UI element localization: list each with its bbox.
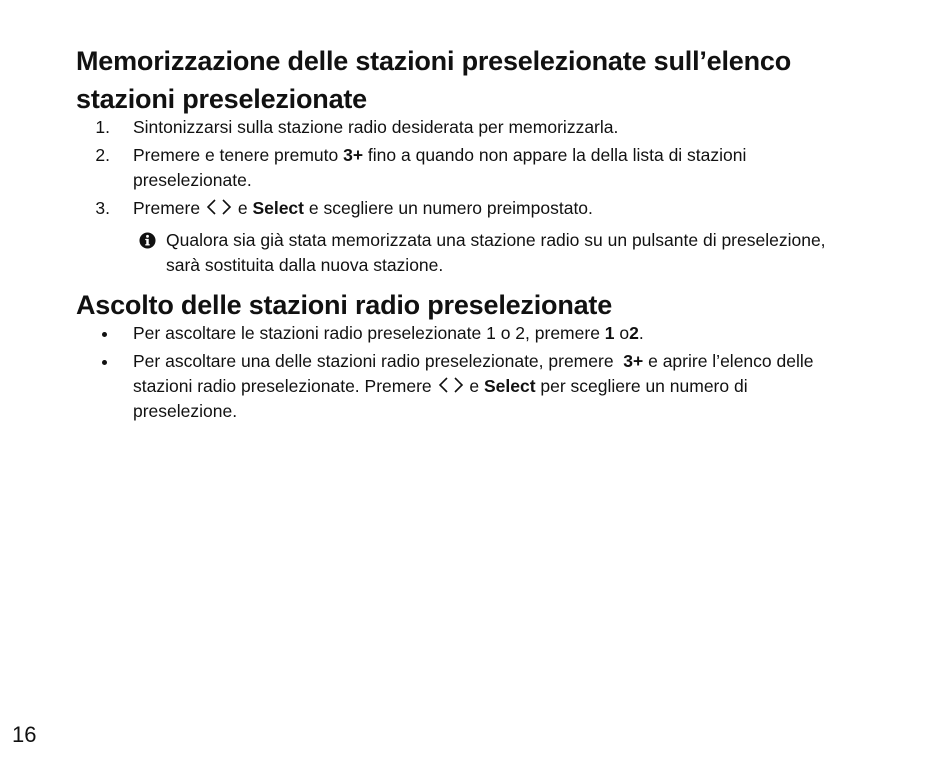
key-1-label: 1	[604, 323, 615, 343]
key-2-label: 2	[629, 323, 639, 343]
step-text	[133, 196, 843, 221]
bullet-text	[133, 321, 843, 346]
left-right-chevrons-icon	[438, 376, 464, 394]
text-segment: Per ascoltare le stazioni radio preselezionate 1 o 2, premere	[133, 323, 605, 343]
text-segment: e	[464, 376, 484, 396]
step-text: Sintonizzarsi sulla stazione radio desiderata per memorizzarla.	[133, 117, 619, 137]
step-text	[133, 143, 843, 193]
bullet-dot	[102, 332, 107, 337]
key-3plus-label: 3+	[623, 351, 644, 371]
section-title-listen-presets: Ascolto delle stazioni radio preselezionate	[76, 290, 613, 320]
text-segment: e scegliere un numero preimpostato.	[304, 198, 593, 218]
page-number: 16	[12, 722, 37, 747]
key-select-label: Select	[483, 376, 536, 396]
text-segment: Premere e tenere premuto	[133, 145, 344, 165]
step-number: 2.	[95, 145, 110, 165]
info-icon	[139, 232, 156, 249]
key-3plus-label: 3+	[343, 145, 364, 165]
section-title-memorize-presets: Memorizzazione delle stazioni preselezionate sull’elenco stazioni preselezionate	[76, 46, 792, 114]
step-number: 3.	[95, 198, 110, 218]
text-segment: fino a quando non appare la della lista di stazioni preselezionate.	[133, 145, 747, 190]
text-segment: o	[614, 323, 630, 343]
step-number: 1.	[95, 117, 110, 137]
bullet-text	[133, 349, 843, 424]
text-segment: e aprire l’elenco delle stazioni radio preselezionate. Premere	[133, 351, 819, 396]
note-text: Qualora sia già stata memorizzata una stazione radio su un pulsante di preselezione, sarà sostituita dalla nuova stazione.	[166, 230, 826, 275]
text-segment: Per ascoltare una delle stazioni radio preselezionate, premere	[133, 351, 624, 371]
text-segment: per scegliere un numero di preselezione.	[133, 376, 753, 421]
text-segment: .	[638, 323, 644, 343]
key-select-label: Select	[252, 198, 304, 218]
left-right-chevrons-icon	[206, 198, 232, 216]
bullet-dot	[102, 360, 107, 365]
text-segment: e	[232, 198, 253, 218]
text-segment: Premere	[133, 198, 205, 218]
